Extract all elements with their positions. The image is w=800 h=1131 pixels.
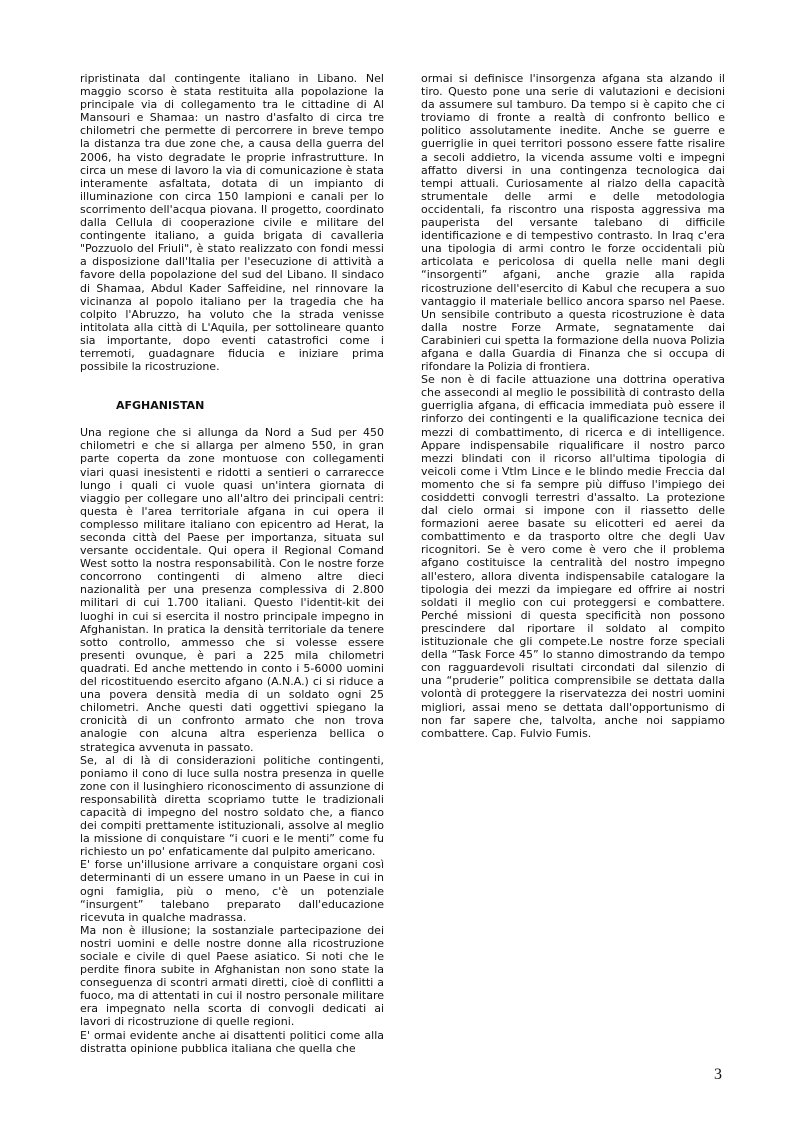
right-column	[421, 72, 725, 740]
body-paragraph: ormai si definisce l'insorgenza afgana sta alzando il tiro. Questo pone una serie di valutazioni e decisioni da assumere sul tamburo. Da tempo si è capito che ci troviamo di fronte a realtà di confronto bellico e politico assolutamente inedite. Anche se guerre e guerriglie in quei territori possono essere fatte risalire a secoli addietro, la vicenda assume volti e impegni affatto diversi in una contingenza tecnologica dai tempi attuali. Curiosamente al rialzo della capacità strumentale delle armi e delle metodologia occidentali, fa riscontro una risposta aggressiva ma pauperista del versante talebano di difficile identificazione e di tempestivo contrasto. In Iraq c'era una tipologia di armi contro le forze occidentali più articolata e pericolosa di quella nelle mani degli “insorgenti” afgani, anche grazie alla rapida ricostruzione dell'esercito di Kabul che recupera a suo vantaggio il materiale bellico ancora sparso nel Paese. Un sensibile contributo a questa ricostruzione è data dalla nostre Forze Armate, segnatamente dai Carabinieri cui spetta la formazione della nuova Polizia afgana e dalla Guardia di Finanza che si occupa di rifondare la Polizia di frontiera.	[421, 72, 725, 374]
body-paragraph: Una regione che si allunga da Nord a Sud per 450 chilometri e che si allarga per almeno 550, in gran parte coperta da zone montuose con collegamenti viari quasi inesistenti e ridotti a sentieri o carrarecce lungo i quali ci vuole quasi un'intera giornata di viaggio per collegare uno all'altro dei principali centri: questa è l'area territoriale afgana in cui opera il complesso militare italiano con epicentro ad Herat, la seconda città del Paese per importanza, situata sul versante occidentale. Qui opera il Regional Comand West sotto la nostra responsabilità. Con le nostre forze concorrono contingenti di almeno altre dieci nazionalità per una presenza complessiva di 2.800 militari di cui 1.700 italiani. Questo l'identit-kit dei luoghi in cui si esercita il nostro principale impegno in Afghanistan. In pratica la densità territoriale da tenere sotto controllo, ammesso che si volesse essere presenti ovunque, è pari a 225 mila chilometri quadrati. Ed anche mettendo in conto i 5-6000 uomini del ricostituendo esercito afgano (A.N.A.) ci si riduce a una povera densità media di un soldato ogni 25 chilometri. Anche questi dati oggettivi spiegano la cronicità di un confronto armato che non trova analogie con alcuna altra esperienza bellica o strategica avvenuta in passato.	[80, 426, 384, 754]
left-column	[80, 72, 384, 1055]
intro-paragraph: ripristinata dal contingente italiano in Libano. Nel maggio scorso è stata restituita alla popolazione la principale via di collegamento tra le cittadine di Al Mansouri e Shamaa: un nastro d'asfalto di circa tre chilometri che permette di percorrere in breve tempo la distanza tra due zone che, a causa della guerra del 2006, ha visto degradate le proprie infrastrutture. In circa un mese di lavoro la via di comunicazione è stata interamente asfaltata, dotata di un impianto di illuminazione con circa 150 lampioni e canali per lo scorrimento dell'acqua piovana. Il progetto, coordinato dalla Cellula di cooperazione civile e militare del contingente italiano, a guida brigata di cavalleria "Pozzuolo del Friuli", è stato realizzato con fondi messi a disposizione dall'Italia per l'esecuzione di attività a favore della popolazione del sud del Libano. Il sindaco di Shamaa, Abdul Kader Saffeidine, nel rinnovare la vicinanza al popolo italiano per la tragedia che ha colpito l'Abruzzo, ha voluto che la strada venisse intitolata alla città di L'Aquila, per sottolineare quanto sia importante, dopo eventi catastrofici come i terremoti, guadagnare fiducia e iniziare prima possibile la ricostruzione.	[80, 72, 384, 374]
body-paragraph: E' ormai evidente anche ai disattenti politici come alla distratta opinione pubblica italiana che quella che	[80, 1028, 384, 1055]
body-paragraph: Se, al di là di considerazioni politiche contingenti, poniamo il cono di luce sulla nostra presenza in quelle zone con il lusinghiero riconoscimento di assunzione di responsabilità diretta scopriamo tutte le tradizionali capacità di impegno del nostro soldato che, a fianco dei compiti prettamente istituzionali, assolve al meglio la missione di conquistare “i cuori e le menti” come fu richiesto un po' enfaticamente dal pulpito americano.	[80, 753, 384, 859]
section-heading: AFGHANISTAN	[116, 399, 205, 413]
body-paragraph: Se non è di facile attuazione una dottrina operativa che assecondi al meglio le possibilità di contrasto della guerriglia afgana, di efficacia immediata può essere il rinforzo dei contingenti e la qualificazione tecnica dei mezzi di combattimento, di ricerca e di intelligence. Appare indispensabile riqualificare il nostro parco mezzi blindati con il ricorso all'ultima tipologia di veicoli come i Vtlm Lince e le blindo medie Freccia dal momento che si fa sempre più diffuso l'impiego dei cosiddetti convogli terrestri d'assalto. La protezione dal cielo ormai si impone con il riassetto delle formazioni aeree basate su elicotteri ed aerei da combattimento e da trasporto oltre che degli Uav ricognitori. Se è vero come è vero che il problema afgano costituisce la centralità del nostro impegno all'estero, allora diventa indispensabile catalogare la tipologia dei mezzi da impiegare ed offrire ai nostri soldati il meglio con cui proteggersi e combattere. Perché missioni di questa specificità non possono prescindere dal riportare il soldato al compito istituzionale che gli compete.Le nostre forze speciali della “Task Force 45” lo stanno dimostrando da tempo con ragguardevoli risultati circondati dal silenzio di una “pruderie” politica comprensibile se dettata dalla volontà di proteggere la riservatezza dei nostri uomini migliori, assai meno se dettata dall'opportunismo di non far sapere che, talvolta, anche noi sappiamo combattere. Cap. Fulvio Fumis.	[421, 373, 725, 740]
page-number: 3	[714, 1066, 722, 1083]
body-paragraph: E' forse un'illusione arrivare a conquistare organi così determinanti di un essere umano in un Paese in cui in ogni famiglia, più o meno, c'è un potenziale “insurgent” talebano preparato dall'educazione ricevuta in qualche madrassa.	[80, 858, 384, 924]
body-paragraph: Ma non è illusione; la sostanziale partecipazione dei nostri uomini e delle nostre donne alla ricostruzione sociale e civile di quel Paese asiatico. Si noti che le perdite finora subite in Afghanistan non sono state la conseguenza di scontri armati diretti, cioè di conflitti a fuoco, ma di attentati in cui il nostro personale militare era impegnato nella scorta di convogli dedicati ai lavori di ricostruzione di quelle regioni.	[80, 923, 384, 1029]
